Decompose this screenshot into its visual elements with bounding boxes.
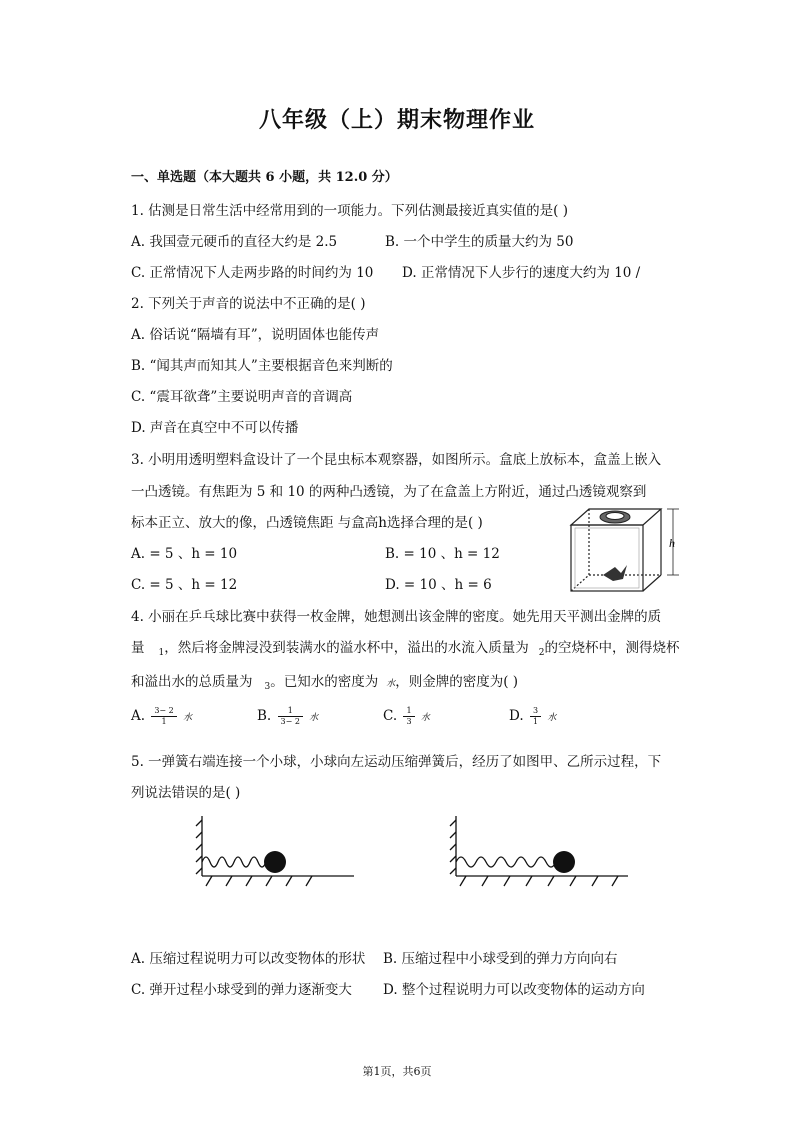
q5-option-a: A. 压缩过程说明力可以改变物体的形状: [131, 951, 366, 967]
water-subscript: 水: [420, 713, 430, 723]
q2-stem: 2. 下列关于声音的说法中不正确的是( ): [131, 296, 366, 312]
q4-line-1: 4. 小丽在乒乓球比赛中获得一枚金牌，她想测出该金牌的密度。她先用天平测出金牌的质: [131, 609, 662, 625]
q4-text: 和溢出水的总质量为: [131, 674, 253, 690]
q3-option-b: B. = 10 、h = 12: [385, 546, 500, 562]
q5-line-2: 列说法错误的是( ): [131, 785, 241, 801]
q5-option-d: D. 整个过程说明力可以改变物体的运动方向: [383, 982, 645, 998]
q2-option-a: A. 俗话说“隔墙有耳”，说明固体也能传声: [131, 327, 380, 343]
q2-option-d: D. 声音在真空中不可以传播: [131, 420, 299, 436]
option-label: C.: [383, 708, 398, 724]
q3-line-2: 一凸透镜。有焦距为 5 和 10 的两种凸透镜，为了在盒盖上方附近，通过凸透镜观察到: [131, 484, 647, 500]
q3-option-c: C. = 5 、h = 12: [131, 577, 238, 593]
fraction: [151, 706, 176, 727]
fraction-numerator: 3: [530, 706, 541, 717]
q1-option-a: A. 我国壹元硬币的直径大约是 2.5: [131, 234, 338, 250]
q2-option-b: B. “闻其声而知其人”主要根据音色来判断的: [131, 358, 393, 374]
q4-text: ，则金牌的密度为( ): [395, 674, 519, 690]
q4-subscript: 2: [538, 648, 545, 658]
fraction-denominator: 3: [406, 717, 412, 726]
page-footer: 第1页，共6页: [362, 1065, 432, 1078]
water-subscript: 水: [547, 713, 557, 723]
q4-option-a: [131, 706, 192, 727]
q4-subscript: 水: [386, 679, 396, 689]
q4-line-3: [131, 670, 518, 692]
fraction-denominator: 1: [161, 717, 167, 726]
fraction-numerator: 1: [403, 706, 414, 717]
fraction: [278, 706, 303, 727]
q1-option-b: B. 一个中学生的质量大约为 50: [385, 234, 574, 250]
fraction: [403, 706, 414, 727]
q1-option-c: C. 正常情况下人走两步路的时间约为 10: [131, 265, 374, 281]
fraction-denominator: 1: [532, 717, 539, 726]
q3-line-3: 标本正立、放大的像，凸透镜焦距 与盒高h选择合理的是( ): [131, 515, 483, 531]
insect-box-figure: [563, 503, 693, 595]
option-label: A.: [131, 708, 146, 724]
q3-line-1: 3. 小明用透明塑料盒设计了一个昆虫标本观察器，如图所示。盒底上放标本，盒盖上嵌入: [131, 452, 662, 468]
spring-figure-left: [190, 812, 360, 892]
q4-text: ，然后将金牌浸没到装满水的溢水杯中，溢出的水流入质量为: [164, 640, 529, 656]
q3-option-d: D. = 10 、h = 6: [385, 577, 492, 593]
q4-text: 量: [131, 640, 145, 656]
q2-option-c: C. “震耳欲聋”主要说明声音的音调高: [131, 389, 353, 405]
fraction-numerator: 3− 2: [151, 706, 176, 717]
q4-subscript: 1: [158, 648, 165, 658]
water-subscript: 水: [183, 713, 193, 723]
q5-option-c: C. 弹开过程小球受到的弹力逐渐变大: [131, 982, 352, 998]
q4-option-b: [257, 706, 318, 727]
q3-option-a: A. = 5 、h = 10: [131, 546, 238, 562]
section-heading: 一、单选题（本大题共 6 小题，共 12.0 分）: [131, 170, 398, 185]
fraction-denominator: 3− 2: [280, 717, 300, 726]
option-label: D.: [509, 708, 524, 724]
q4-subscript: 3: [264, 682, 271, 692]
q4-line-2: [131, 636, 679, 658]
q5-option-b: B. 压缩过程中小球受到的弹力方向向右: [383, 951, 618, 967]
fraction-numerator: 1: [278, 706, 303, 717]
q1-option-d: D. 正常情况下人步行的速度大约为 10 /: [402, 265, 641, 281]
water-subscript: 水: [309, 713, 319, 723]
fraction: [530, 706, 541, 727]
q5-line-1: 5. 一弹簧右端连接一个小球，小球向左运动压缩弹簧后，经历了如图甲、乙所示过程，下: [131, 754, 662, 770]
page-title: 八年级（上）期末物理作业: [258, 107, 535, 133]
q1-stem: 1. 估测是日常生活中经常用到的一项能力。下列估测最接近真实值的是( ): [131, 203, 568, 219]
spring-figure-right: [444, 812, 634, 892]
option-label: B.: [257, 708, 272, 724]
figure-label-h: h: [669, 536, 675, 550]
q4-text: 。已知水的密度为: [270, 674, 379, 690]
q4-option-d: [509, 706, 556, 727]
q4-option-c: [383, 706, 430, 727]
q4-text: 的空烧杯中，测得烧杯: [544, 640, 680, 656]
